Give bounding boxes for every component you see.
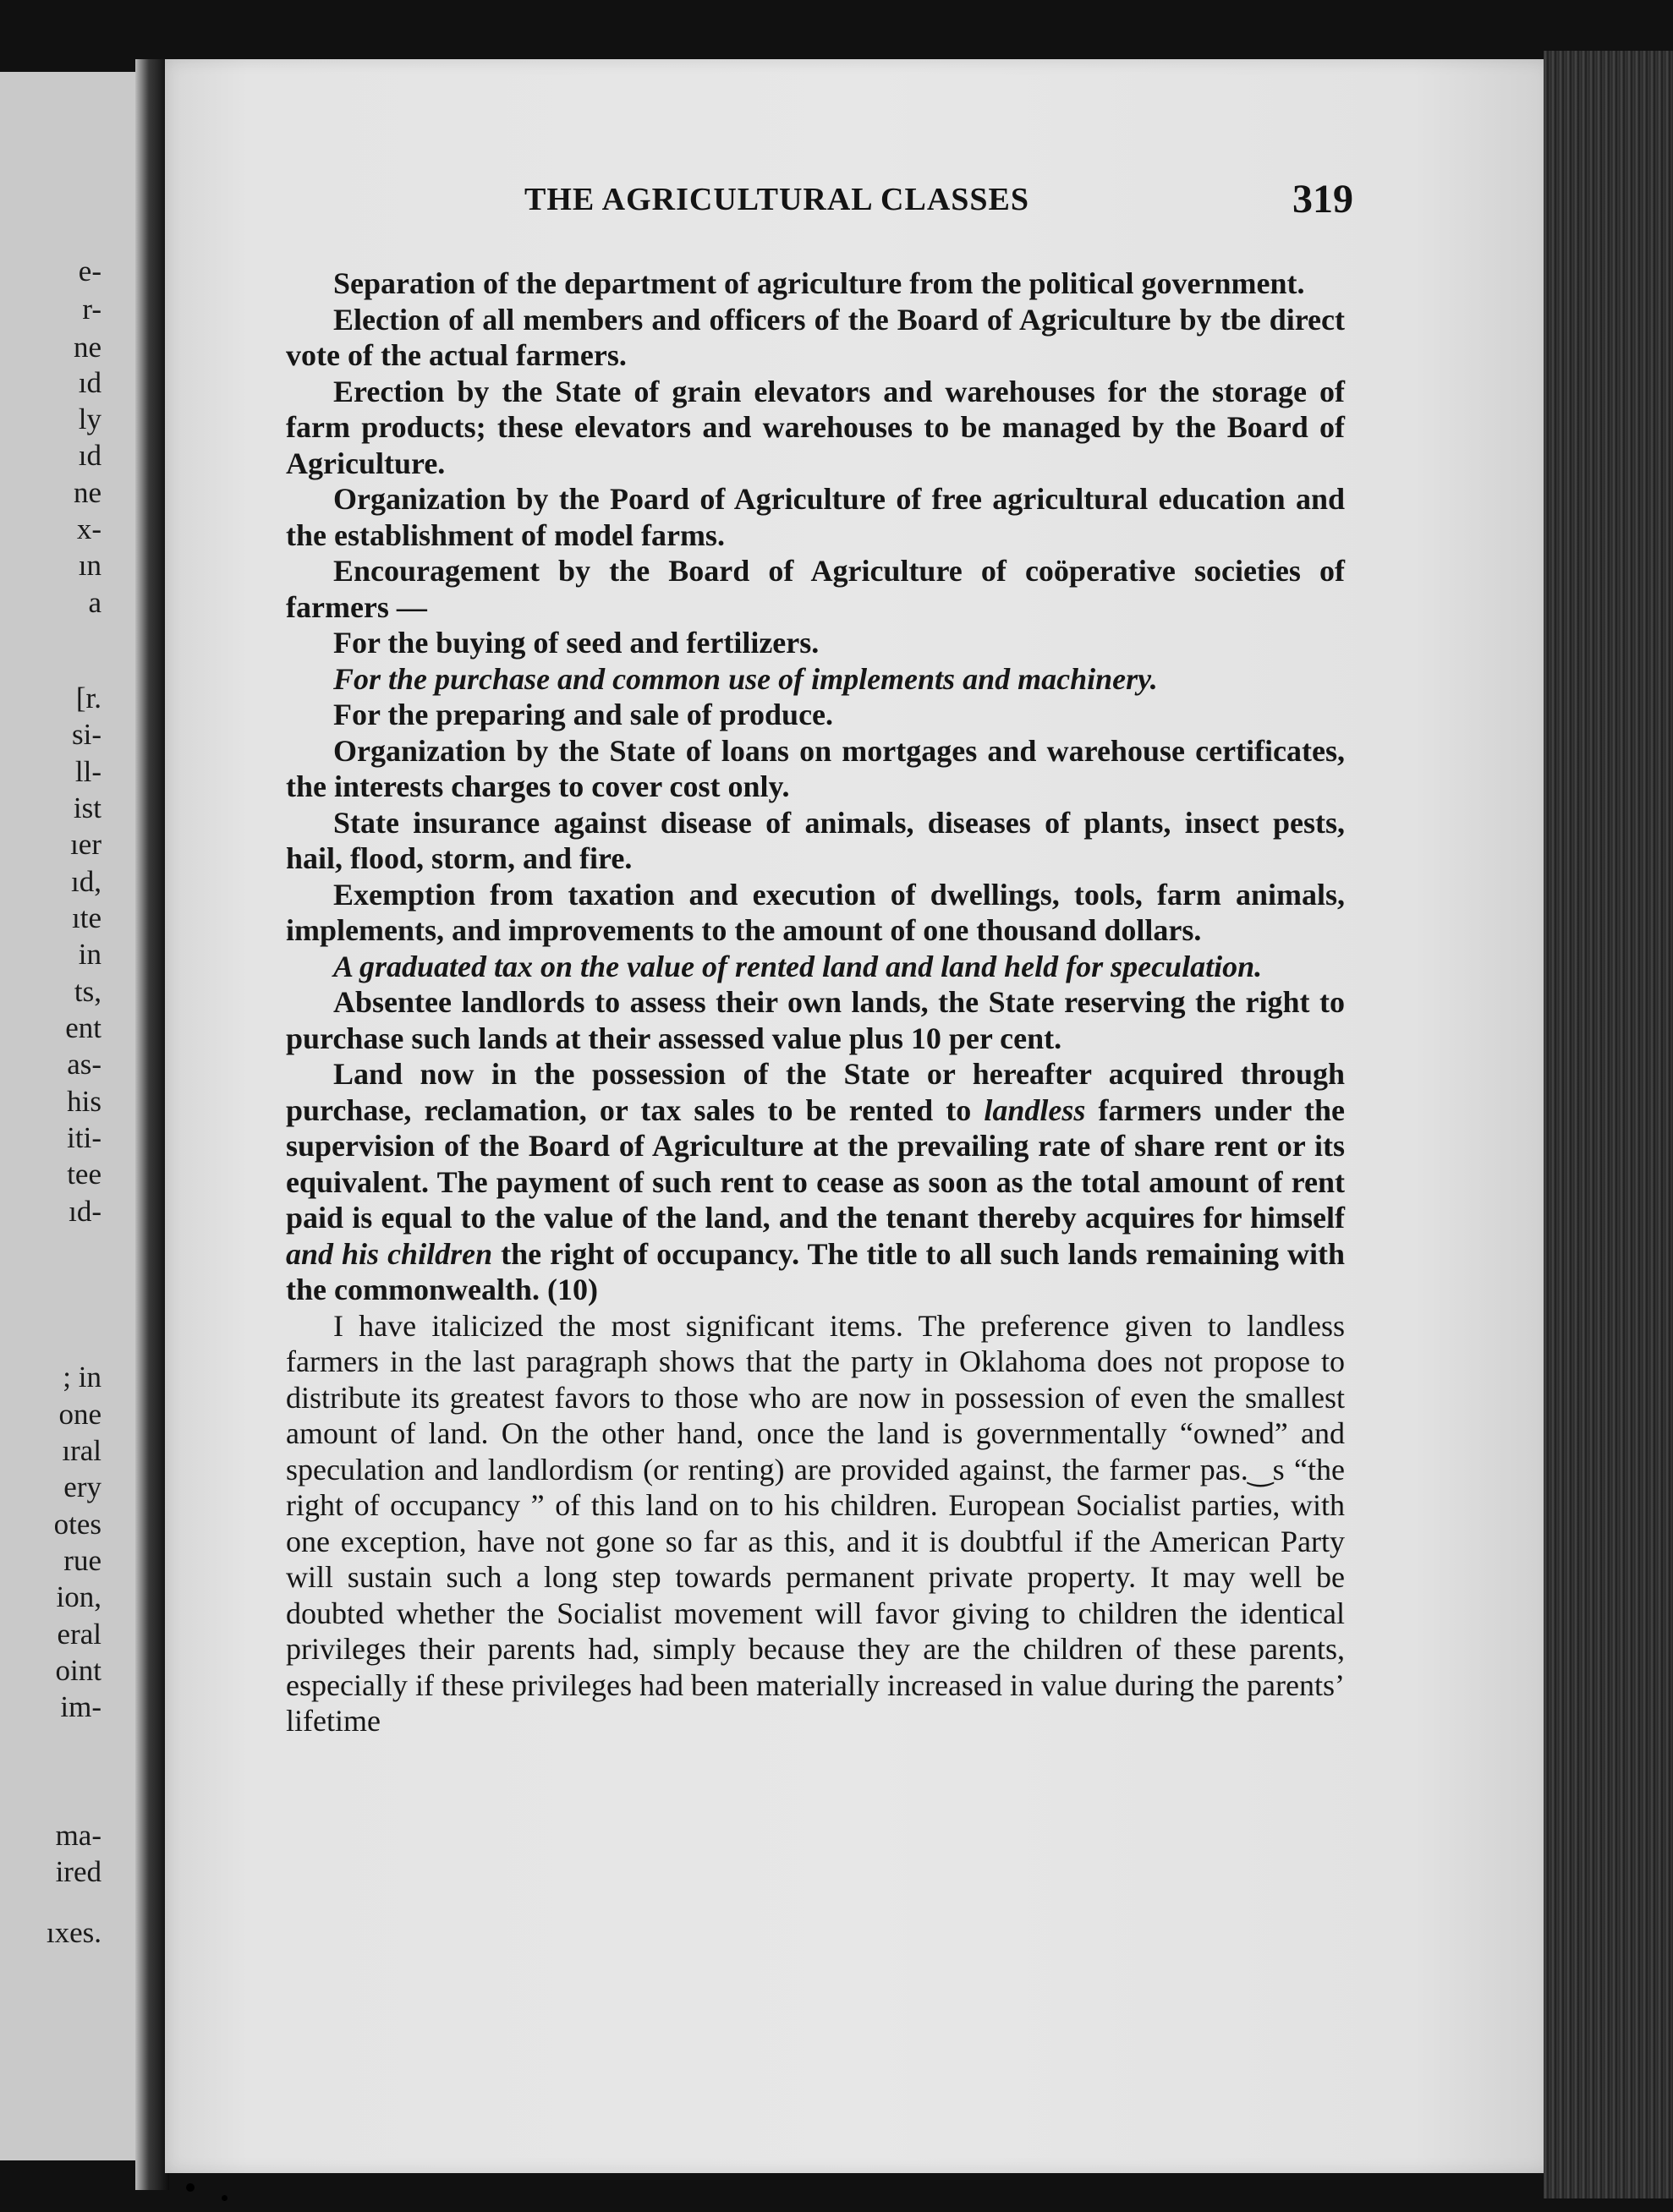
platform-item-graduated-tax: A graduated tax on the value of rented land and land held for speculation. (333, 949, 1263, 983)
previous-page-line-fragment: a (88, 586, 101, 619)
previous-page-line-fragment: x- (76, 512, 101, 545)
previous-page-line-fragment: oint (55, 1654, 101, 1687)
previous-page-line-fragment: ıral (62, 1434, 101, 1467)
previous-page-line-fragment: ne (73, 331, 101, 364)
running-head: THE AGRICULTURAL CLASSES (524, 182, 1030, 217)
previous-page-line-fragment: e- (78, 255, 101, 287)
platform-subitem-produce: For the preparing and sale of produce. (333, 698, 834, 731)
previous-page-line-fragment: tee (67, 1158, 101, 1191)
state-land-text-1: Land now in the possession of the State or hereafter acquired through purchase, reclamation, or tax sales to be rented to (286, 1057, 1345, 1127)
previous-page-line-fragment: ın (78, 549, 101, 582)
previous-page-line-fragment: eral (57, 1618, 101, 1651)
previous-page-line-fragment: his (67, 1085, 101, 1118)
scan-speck (186, 2183, 195, 2192)
previous-page-line-fragment: ion, (56, 1580, 101, 1613)
previous-page-line-fragment: rue (63, 1544, 101, 1577)
previous-page-line-fragment: im- (60, 1690, 101, 1723)
platform-item-state-land (286, 1056, 1345, 1308)
state-land-text-2: farmers under the supervision of the Board of Agriculture at the prevailing rate of share rent or its equivalent. The payment of such rent to cease as soon as the total amount of rent paid is equal to the value of the land, and the tenant thereby acquires for himself (286, 1092, 1345, 1235)
platform-item-separation: Separation of the department of agriculture from the political government. (333, 266, 1305, 300)
platform-item-exemption: Exemption from taxation and execution of dwellings, tools, farm animals, implements, and improvements to the amount of one thousand dollars. (286, 877, 1345, 947)
previous-page-line-fragment: ıd (78, 366, 101, 399)
previous-page-line-fragment: ıd, (71, 865, 101, 898)
state-land-text-3: the right of occupancy. The title to all such lands remaining with the commonwealth. (10) (286, 1236, 1346, 1306)
previous-page-line-fragment: ıd (78, 439, 101, 472)
previous-page (0, 72, 151, 2160)
platform-item-election: Election of all members and officers of the Board of Agriculture by tbe direct vote of the actual farmers. (286, 302, 1345, 372)
previous-page-line-fragment: ly (78, 402, 101, 435)
previous-page-line-fragment: ıd- (69, 1195, 101, 1228)
previous-page-line-fragment: as- (67, 1048, 101, 1081)
platform-item-cooperatives: Encouragement by the Board of Agriculture of coöperative societies of farmers — (286, 554, 1345, 624)
platform-item-loans: Organization by the State of loans on mortgages and warehouse certificates, the interests charges to cover cost only. (286, 733, 1345, 803)
platform-subitem-seed: For the buying of seed and fertilizers. (333, 626, 820, 660)
previous-page-line-fragment: in (78, 938, 101, 971)
previous-page-line-fragment: ery (63, 1470, 101, 1503)
previous-page-text-fragments (0, 72, 101, 2160)
previous-page-line-fragment: ll- (74, 755, 101, 788)
previous-page-line-fragment: ıte (72, 901, 101, 934)
previous-page-line-fragment: ist (73, 791, 101, 824)
previous-page-line-fragment: iti- (67, 1121, 101, 1154)
previous-page-line-fragment: si- (72, 718, 101, 751)
state-land-italic-children: and his children (286, 1236, 493, 1271)
previous-page-line-fragment: ; in (63, 1361, 101, 1393)
book-gutter (135, 59, 169, 2190)
page-number: 319 (1292, 177, 1353, 222)
page-header (279, 169, 1353, 220)
page-body (286, 266, 1345, 1739)
scan-speck (222, 2195, 228, 2201)
page-stack-edge (1544, 51, 1673, 2198)
platform-item-elevators: Erection by the State of grain elevators and warehouses for the storage of farm products; these elevators and warehouses to be managed by the Board of Agriculture. (286, 374, 1345, 480)
previous-page-line-fragment: ent (65, 1011, 101, 1044)
platform-item-absentee-landlords: Absentee landlords to assess their own lands, the State reserving the right to purchase such lands at their assessed value plus 10 per cent. (286, 985, 1345, 1055)
platform-item-education: Organization by the Poard of Agriculture of free agricultural education and the establishment of model farms. (286, 482, 1345, 552)
previous-page-line-fragment: otes (53, 1508, 101, 1541)
previous-page-line-fragment: one (58, 1398, 101, 1431)
previous-page-line-fragment: r- (82, 293, 101, 326)
platform-subitem-implements: For the purchase and common use of implements and machinery. (333, 661, 1158, 696)
previous-page-line-fragment: ıer (70, 828, 101, 861)
previous-page-line-fragment: ts, (74, 975, 101, 1008)
previous-page-line-fragment: ne (73, 476, 101, 509)
previous-page-line-fragment: ired (55, 1855, 101, 1888)
previous-page-line-fragment: [r. (75, 682, 101, 715)
commentary-paragraph: I have italicized the most significant items. The preference given to landless farmers in the last paragraph shows that the party in Oklahoma does not propose to distribute its greatest favors to those who are now in possession of even the smallest amount of land. On the other hand, once the land is governmentally “owned” and speculation and landlordism (or renting) are provided against, the farmer pas.‿s “the right of occupancy ” of this land on to his children. European Socialist parties, with one exception, have not gone so far as this, and it is doubtful if the American Party will sustain such a long step towards permanent private property. It may well be doubted whether the Socialist movement will favor giving to children the identical privileges their parents had, simply because they are the children of these parents, especially if these privileges had been materially increased in value during the parents’ lifetime (286, 1308, 1345, 1738)
previous-page-line-fragment: ıxes. (46, 1916, 101, 1949)
previous-page-line-fragment: ma- (55, 1819, 101, 1852)
platform-item-insurance: State insurance against disease of animals, diseases of plants, insect pests, hail, flood, storm, and fire. (286, 805, 1345, 875)
state-land-italic-landless: landless (984, 1092, 1086, 1127)
